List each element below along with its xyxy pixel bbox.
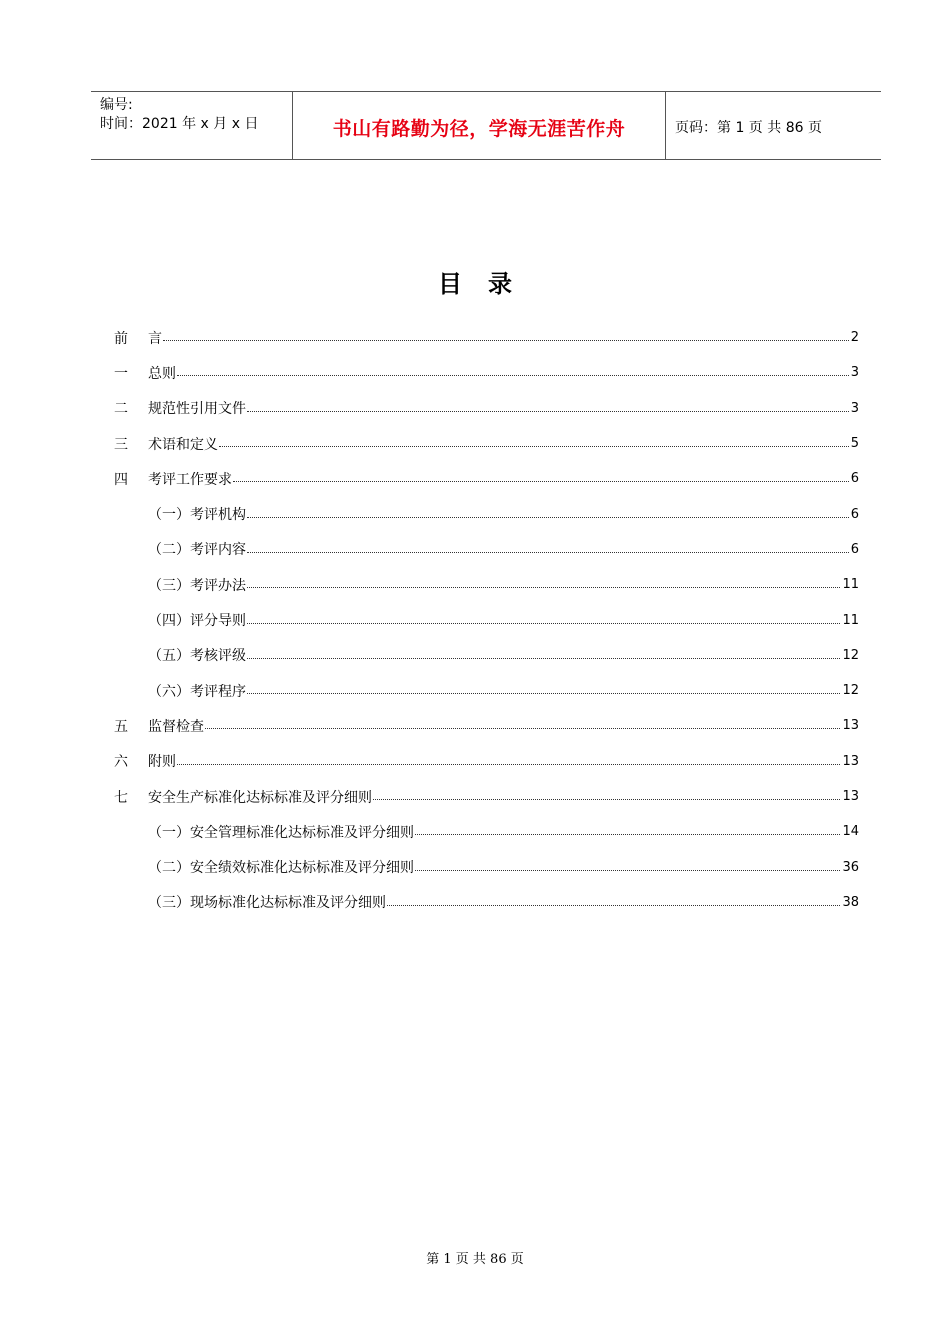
dot-leader [247, 658, 840, 659]
toc-entry-number: 七 [114, 789, 128, 806]
toc-entry-page: 3 [850, 400, 859, 416]
dot-leader [247, 693, 840, 694]
toc-title: 目录 [438, 270, 538, 298]
toc-entry-page: 11 [842, 577, 859, 593]
toc-entry-page: 14 [842, 824, 859, 840]
toc-entry-page: 12 [842, 683, 859, 699]
toc-entry-page: 6 [850, 541, 859, 557]
toc-entry-label: 监督检查 [148, 718, 204, 735]
toc-subentry[interactable] [114, 849, 859, 884]
toc-entry-label: （五）考核评级 [148, 648, 246, 665]
toc-entry-label: （二）安全绩效标准化达标标准及评分细则 [148, 860, 414, 877]
page-indicator: 页码：第 1 页 共 86 页 [675, 120, 822, 136]
toc-entry-number: 一 [114, 365, 128, 382]
toc-entry-number: 六 [114, 754, 128, 771]
toc-subentry[interactable] [114, 602, 859, 637]
table-of-contents [114, 320, 859, 920]
toc-entry-page: 13 [842, 753, 859, 769]
toc-entry-label: （四）评分导则 [148, 613, 246, 630]
toc-entry-label: （三）考评办法 [148, 577, 246, 594]
motto-text: 书山有路勤为径，学海无涯苦作舟 [332, 118, 626, 140]
toc-entry-label: 考评工作要求 [148, 471, 232, 488]
toc-entry-number: 三 [114, 436, 128, 453]
dot-leader [387, 905, 840, 906]
document-header [91, 91, 881, 160]
toc-entry[interactable] [114, 355, 859, 390]
toc-entry-label: 术语和定义 [148, 436, 218, 453]
toc-entry-label: 总则 [148, 365, 176, 382]
toc-entry[interactable] [114, 391, 859, 426]
number-label: 编号: [100, 97, 133, 113]
toc-entry-label: （三）现场标准化达标标准及评分细则 [148, 895, 386, 912]
header-page-cell [666, 92, 881, 159]
toc-entry-label: 规范性引用文件 [148, 401, 246, 418]
dot-leader [247, 552, 849, 553]
dot-leader [415, 870, 840, 871]
toc-entry[interactable] [114, 461, 859, 496]
toc-subentry[interactable] [114, 567, 859, 602]
dot-leader [247, 411, 849, 412]
toc-subentry[interactable] [114, 814, 859, 849]
toc-entry-page: 6 [850, 506, 859, 522]
toc-entry-label: 言 [148, 330, 162, 347]
toc-subentry[interactable] [114, 885, 859, 920]
toc-entry-label: 安全生产标准化达标标准及评分细则 [148, 789, 372, 806]
toc-entry-page: 3 [850, 365, 859, 381]
toc-entry-label: （一）安全管理标准化达标标准及评分细则 [148, 824, 414, 841]
dot-leader [247, 623, 840, 624]
toc-entry-page: 11 [842, 612, 859, 628]
dot-leader [177, 764, 840, 765]
toc-entry-label: （六）考评程序 [148, 683, 246, 700]
toc-entry-number: 五 [114, 718, 128, 735]
dot-leader [177, 375, 849, 376]
time-label: 时间：2021 年 x 月 x 日 [100, 116, 259, 132]
toc-entry[interactable] [114, 779, 859, 814]
dot-leader [233, 481, 849, 482]
toc-entry-page: 38 [842, 894, 859, 910]
toc-entry-number: 四 [114, 471, 128, 488]
toc-entry-page: 2 [850, 330, 859, 346]
toc-subentry[interactable] [114, 496, 859, 531]
toc-entry-page: 13 [842, 789, 859, 804]
toc-entry[interactable] [114, 708, 859, 743]
dot-leader [163, 340, 849, 341]
header-info-cell [91, 92, 293, 159]
dot-leader [205, 728, 840, 729]
toc-subentry[interactable] [114, 673, 859, 708]
toc-entry[interactable] [114, 744, 859, 779]
toc-subentry[interactable] [114, 638, 859, 673]
toc-entry-page: 13 [842, 718, 859, 734]
dot-leader [247, 587, 840, 588]
toc-entry-page: 36 [842, 859, 859, 875]
toc-entry-label: （一）考评机构 [148, 507, 246, 524]
toc-entry-label: （二）考评内容 [148, 542, 246, 559]
dot-leader [247, 517, 849, 518]
toc-entry-label: 附则 [148, 754, 176, 771]
toc-entry[interactable] [114, 320, 859, 355]
dot-leader [219, 446, 849, 447]
toc-entry-page: 12 [842, 647, 859, 663]
toc-entry-page: 6 [850, 471, 859, 487]
toc-entry-number: 前 [114, 330, 128, 347]
toc-entry-number: 二 [114, 401, 128, 418]
dot-leader [415, 834, 840, 835]
dot-leader [373, 799, 840, 800]
page-footer: 第 1 页 共 86 页 [426, 1252, 524, 1267]
header-motto-cell [293, 92, 666, 159]
toc-entry[interactable] [114, 426, 859, 461]
toc-entry-page: 5 [850, 436, 859, 452]
toc-subentry[interactable] [114, 532, 859, 567]
